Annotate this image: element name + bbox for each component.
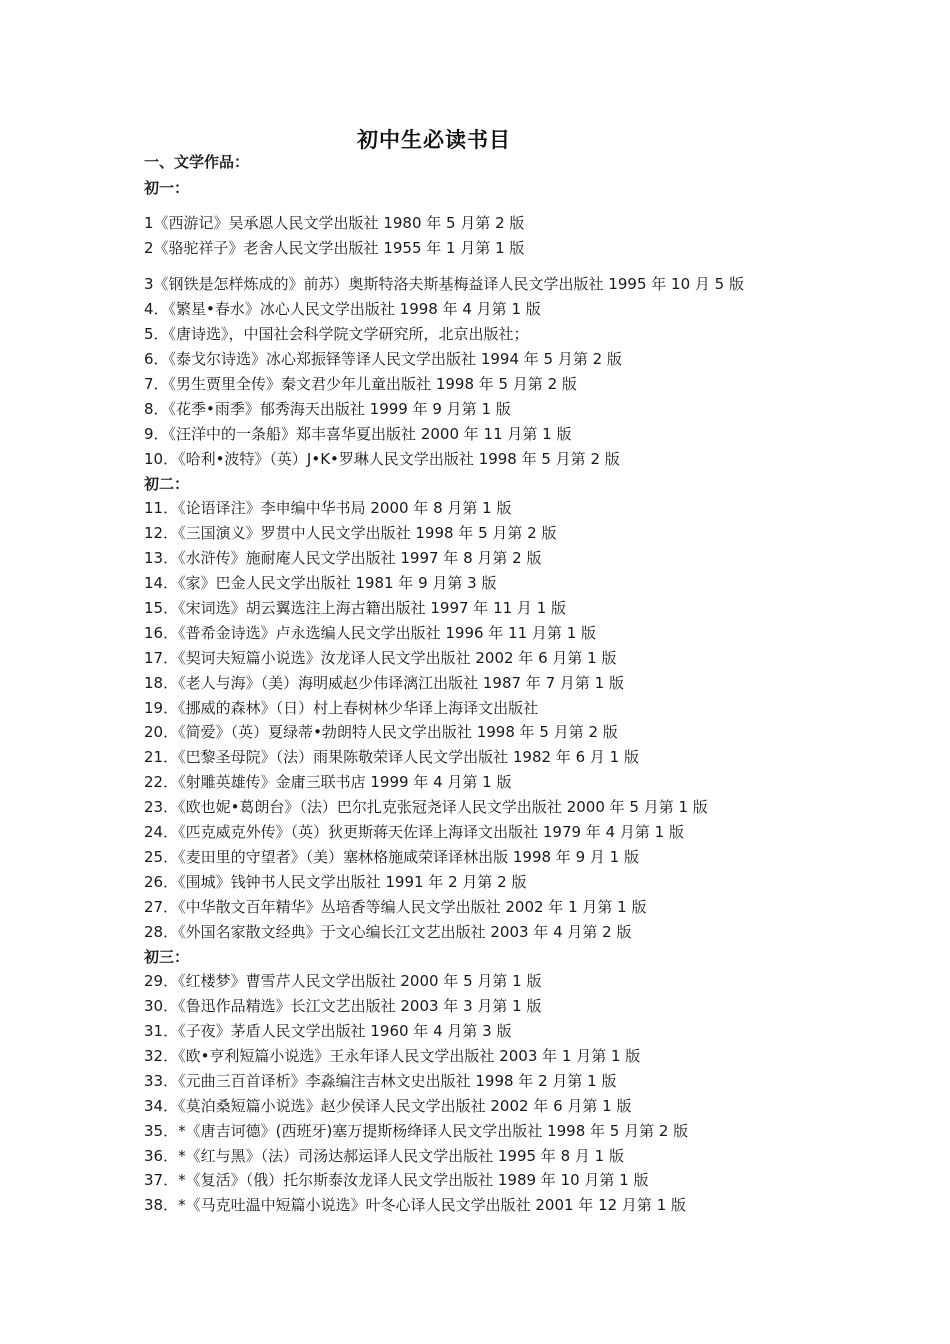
grade-heading-2: 初二： (144, 475, 190, 493)
book-item: 24．《匹克威克外传》（英）狄更斯蒋天佐译上海译文出版社 1979 年 4 月第 1 版 (144, 823, 684, 841)
book-item: 28．《外国名家散文经典》于文心编长江文艺出版社 2003 年 4 月第 2 版 (144, 923, 632, 941)
book-item: 6．《泰戈尔诗选》冰心郑振铎等译人民文学出版社 1994 年 5 月第 2 版 (144, 350, 622, 368)
book-item: 34．《莫泊桑短篇小说选》赵少侯译人民文学出版社 2002 年 6 月第 1 版 (144, 1097, 632, 1115)
book-item: 36．*《红与黑》（法）司汤达郝运译人民文学出版社 1995 年 8 月 1 版 (144, 1147, 624, 1165)
grade-heading-3: 初三： (144, 948, 190, 966)
book-item: 20．《简爱》（英）夏绿蒂•勃朗特人民文学出版社 1998 年 5 月第 2 版 (144, 723, 618, 741)
book-item: 37．*《复活》（俄）托尔斯泰汝龙译人民文学出版社 1989 年 10 月第 1 版 (144, 1171, 649, 1189)
book-item: 4．《繁星•春水》冰心人民文学出版社 1998 年 4 月第 1 版 (144, 300, 541, 318)
book-item: 30．《鲁迅作品精选》长江文艺出版社 2003 年 3 月第 1 版 (144, 997, 542, 1015)
book-item: 12．《三国演义》罗贯中人民文学出版社 1998 年 5 月第 2 版 (144, 524, 557, 542)
book-item: 35．*《唐吉诃德》(西班牙)塞万提斯杨绛译人民文学出版社 1998 年 5 月第 2 版 (144, 1122, 689, 1140)
book-item: 15．《宋词选》胡云翼选注上海古籍出版社 1997 年 11 月 1 版 (144, 599, 567, 617)
book-item: 13．《水浒传》施耐庵人民文学出版社 1997 年 8 月第 2 版 (144, 549, 542, 567)
book-item: 26．《围城》钱钟书人民文学出版社 1991 年 2 月第 2 版 (144, 873, 527, 891)
book-item: 22．《射雕英雄传》金庸三联书店 1999 年 4 月第 1 版 (144, 773, 512, 791)
grade-heading-1: 初一： (144, 179, 190, 197)
book-item: 31．《子夜》茅盾人民文学出版社 1960 年 4 月第 3 版 (144, 1022, 512, 1040)
book-item: 23．《欧也妮•葛朗台》（法）巴尔扎克张冠尧译人民文学出版社 2000 年 5 月第 1 版 (144, 798, 708, 816)
book-item: 2《骆驼祥子》老舍人民文学出版社 1955 年 1 月第 1 版 (144, 239, 525, 257)
book-item: 9．《汪洋中的一条船》郑丰喜华夏出版社 2000 年 11 月第 1 版 (144, 425, 572, 443)
book-item: 8．《花季•雨季》郁秀海天出版社 1999 年 9 月第 1 版 (144, 400, 511, 418)
book-item: 19．《挪威的森林》（日）村上春树林少华译上海译文出版社 (144, 699, 539, 717)
book-item: 14．《家》巴金人民文学出版社 1981 年 9 月第 3 版 (144, 574, 497, 592)
book-item: 33．《元曲三百首译析》李淼编注吉林文史出版社 1998 年 2 月第 1 版 (144, 1072, 617, 1090)
book-item: 5．《唐诗选》，中国社会科学院文学研究所，北京出版社； (144, 325, 529, 343)
book-item: 27．《中华散文百年精华》丛培香等编人民文学出版社 2002 年 1 月第 1 版 (144, 898, 647, 916)
page-title: 初中生必读书目 (357, 128, 511, 152)
book-item: 17．《契诃夫短篇小说选》汝龙译人民文学出版社 2002 年 6 月第 1 版 (144, 649, 617, 667)
book-item: 11．《论语译注》李申编中华书局 2000 年 8 月第 1 版 (144, 499, 512, 517)
book-item: 1《西游记》吴承恩人民文学出版社 1980 年 5 月第 2 版 (144, 214, 525, 232)
book-item: 21．《巴黎圣母院》（法）雨果陈敬荣译人民文学出版社 1982 年 6 月 1 版 (144, 748, 639, 766)
book-item: 25．《麦田里的守望者》（美）塞林格施咸荣译译林出版 1998 年 9 月 1 版 (144, 848, 639, 866)
book-item: 16．《普希金诗选》卢永选编人民文学出版社 1996 年 11 月第 1 版 (144, 624, 597, 642)
book-item: 32．《欧•亨利短篇小说选》王永年译人民文学出版社 2003 年 1 月第 1 版 (144, 1047, 641, 1065)
section-heading: 一、文学作品： (144, 153, 250, 171)
book-item: 3《钢铁是怎样炼成的》前苏）奥斯特洛夫斯基梅益译人民文学出版社 1995 年 10 月 5 版 (144, 275, 744, 293)
book-item: 10．《哈利•波特》（英）J•K•罗琳人民文学出版社 1998 年 5 月第 2 版 (144, 450, 620, 468)
book-item: 18．《老人与海》（美）海明威赵少伟译漓江出版社 1987 年 7 月第 1 版 (144, 674, 624, 692)
book-item: 29．《红楼梦》曹雪芹人民文学出版社 2000 年 5 月第 1 版 (144, 972, 542, 990)
book-item: 38．*《马克吐温中短篇小说选》叶冬心译人民文学出版社 2001 年 12 月第 1 版 (144, 1196, 687, 1214)
book-item: 7．《男生贾里全传》秦文君少年儿童出版社 1998 年 5 月第 2 版 (144, 375, 577, 393)
